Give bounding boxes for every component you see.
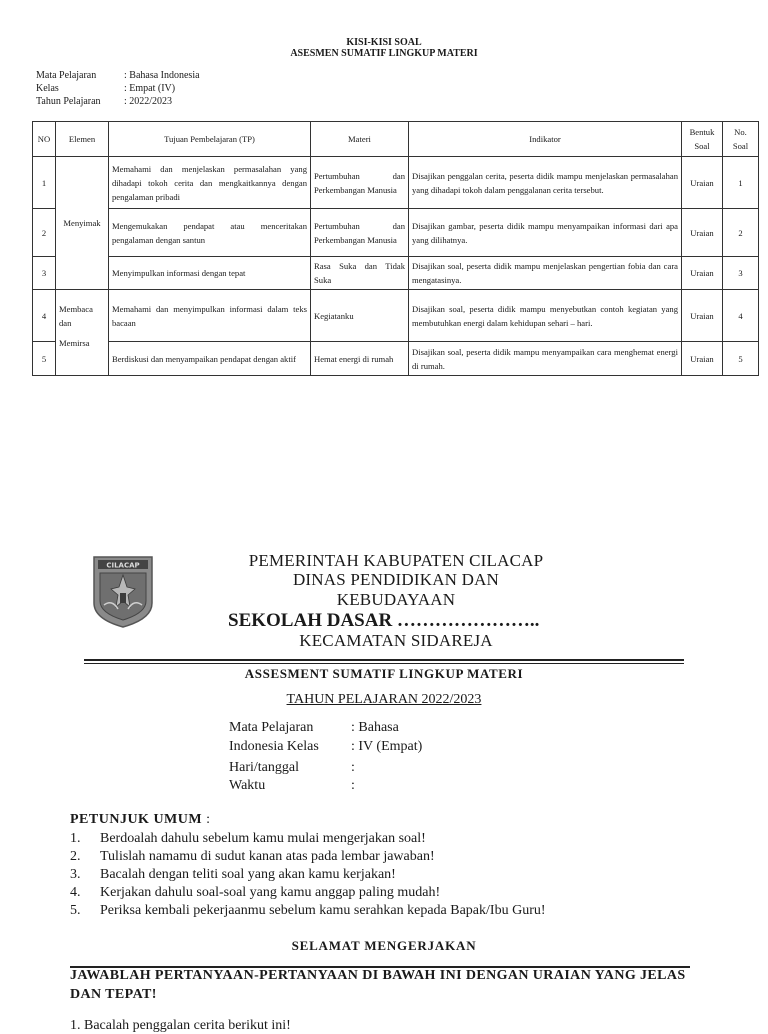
cell-bentuk: Uraian xyxy=(682,342,723,376)
cell-no-soal: 3 xyxy=(723,257,759,290)
cell-materi: Kegiatanku xyxy=(311,290,409,342)
rule-text: Kerjakan dahulu soal-soal yang kamu anggap paling mudah! xyxy=(100,885,441,900)
petunjuk-colon: : xyxy=(202,812,211,827)
cell-indikator: Disajikan soal, peserta didik mampu menyampaikan cara menghemat energi di rumah. xyxy=(409,342,682,376)
rule-text: Bacalah dengan teliti soal yang akan kamu kerjakan! xyxy=(100,867,396,882)
meta-value: : xyxy=(351,778,355,793)
cell-no: 5 xyxy=(33,342,56,376)
cell-tp: Memahami dan menjelaskan permasalahan yang dihadapi tokoh cerita dan mengkaitkannya dengan pengalaman pribadi xyxy=(109,157,311,209)
table-row xyxy=(33,257,759,290)
cell-bentuk: Uraian xyxy=(682,290,723,342)
selamat-mengerjakan: SELAMAT MENGERJAKAN xyxy=(291,938,477,953)
cell-no-soal: 1 xyxy=(723,157,759,209)
cell-tp: Memahami dan menyimpulkan informasi dalam teks bacaan xyxy=(109,290,311,342)
meta-subject xyxy=(229,718,399,737)
col-header-elemen: Elemen xyxy=(56,122,109,157)
cell-indikator: Disajikan penggalan cerita, peserta didik mampu menjelaskan permasalahan yang dihadapi tokoh dalam penggalanan cerita tersebut. xyxy=(409,157,682,209)
col-header-bentuk-soal: Bentuk Soal xyxy=(682,122,723,157)
cell-elemen-menyimak: Menyimak xyxy=(56,157,109,290)
header-rule-thin xyxy=(84,663,684,664)
cell-bentuk: Uraian xyxy=(682,157,723,209)
meta-time xyxy=(229,776,355,795)
table-row xyxy=(33,342,759,376)
meta-day xyxy=(229,758,355,777)
info-label: Mata Pelajaran xyxy=(36,70,97,81)
cell-no-soal: 5 xyxy=(723,342,759,376)
col-header-materi: Materi xyxy=(311,122,409,157)
table-row xyxy=(33,157,759,209)
rules-list xyxy=(70,830,546,920)
inst-line-1: PEMERINTAH KABUPATEN CILACAP xyxy=(248,551,544,570)
petunjuk-heading xyxy=(70,812,211,828)
meta-value: : IV (Empat) xyxy=(351,739,423,754)
cell-materi: Rasa Suka dan Tidak Suka xyxy=(311,257,409,290)
cell-indikator: Disajikan soal, peserta didik mampu menyebutkan contoh kegiatan yang membutuhkan energi dalam kehidupan sehari – hari. xyxy=(409,290,682,342)
cilacap-logo xyxy=(92,555,154,629)
kisi-title: KISI-KISI SOAL xyxy=(346,37,422,48)
list-item: 2. Tulislah namamu di sudut kanan atas pada lembar jawaban! xyxy=(70,849,435,864)
meta-label: Hari/tanggal xyxy=(229,760,299,775)
info-value: : Empat (IV) xyxy=(124,83,176,94)
list-item: 5. Periksa kembali pekerjaanmu sebelum kamu serahkan kepada Bapak/Ibu Guru! xyxy=(70,903,546,918)
inst-line-3: KEBUDAYAAN xyxy=(336,590,456,609)
info-value: : Bahasa Indonesia xyxy=(124,70,200,81)
meta-label: Waktu xyxy=(229,778,266,793)
first-question: 1. Bacalah penggalan cerita berikut ini! xyxy=(70,1018,291,1033)
cell-no: 4 xyxy=(33,290,56,342)
cell-bentuk: Uraian xyxy=(682,209,723,257)
cell-materi: Pertumbuhan dan Perkembangan Manusia xyxy=(311,209,409,257)
meta-class xyxy=(229,737,422,756)
meta-value: : xyxy=(351,760,355,775)
assessment-year: TAHUN PELAJARAN 2022/2023 xyxy=(286,692,482,707)
logo-text: CILACAP xyxy=(106,561,140,570)
list-item: 3. Bacalah dengan teliti soal yang akan kamu kerjakan! xyxy=(70,867,396,882)
rule-text: Berdoalah dahulu sebelum kamu mulai mengerjakan soal! xyxy=(100,831,426,846)
cell-materi: Hemat energi di rumah xyxy=(311,342,409,376)
rule-text: Periksa kembali pekerjaanmu sebelum kamu serahkan kepada Bapak/Ibu Guru! xyxy=(100,903,546,918)
inst-line-2: DINAS PENDIDIKAN DAN xyxy=(292,570,500,589)
cell-tp: Mengemukakan pendapat atau menceritakan pengalaman dengan santun xyxy=(109,209,311,257)
rule-text: Tulislah namamu di sudut kanan atas pada lembar jawaban! xyxy=(100,849,435,864)
col-header-no: NO xyxy=(33,122,56,157)
kisi-table xyxy=(32,121,759,376)
cell-indikator: Disajikan soal, peserta didik mampu menjelaskan pengertian fobia dan cara mengatasinya. xyxy=(409,257,682,290)
cell-no: 2 xyxy=(33,209,56,257)
instruction-text: JAWABLAH PERTANYAAN-PERTANYAAN DI BAWAH INI DENGAN URAIAN YANG JELAS DAN TEPAT! xyxy=(70,968,686,1002)
table-row xyxy=(33,209,759,257)
col-header-no-soal: No. Soal xyxy=(723,122,759,157)
cell-indikator: Disajikan gambar, peserta didik mampu menyampaikan informasi dari apa yang dilihatnya. xyxy=(409,209,682,257)
kisi-info-class xyxy=(36,82,175,95)
meta-label: Mata Pelajaran xyxy=(229,720,314,735)
table-row xyxy=(33,290,759,342)
cell-tp: Berdiskusi dan menyampaikan pendapat dengan aktif xyxy=(109,342,311,376)
elemen-memirsa-label: Memirsa xyxy=(59,338,90,348)
cell-no-soal: 4 xyxy=(723,290,759,342)
cell-tp: Menyimpulkan informasi dengan tepat xyxy=(109,257,311,290)
assessment-title: ASSESMENT SUMATIF LINGKUP MATERI xyxy=(244,666,524,681)
list-item: 1. Berdoalah dahulu sebelum kamu mulai mengerjakan soal! xyxy=(70,831,426,846)
info-value: : 2022/2023 xyxy=(124,96,173,107)
kecamatan: KECAMATAN SIDAREJA xyxy=(299,631,493,650)
school-name: SEKOLAH DASAR ………………….. xyxy=(228,610,540,631)
kisi-info-subject xyxy=(36,69,200,82)
header-rule xyxy=(84,659,684,661)
cell-no: 3 xyxy=(33,257,56,290)
cell-no: 1 xyxy=(33,157,56,209)
elemen-membaca-label: Membaca dan xyxy=(59,304,93,328)
col-header-tp: Tujuan Pembelajaran (TP) xyxy=(109,122,311,157)
petunjuk-label: PETUNJUK UMUM xyxy=(70,812,203,827)
meta-value: : Bahasa xyxy=(351,720,399,735)
kisi-info-year xyxy=(36,95,172,108)
meta-label: Indonesia Kelas xyxy=(229,739,319,754)
cell-no-soal: 2 xyxy=(723,209,759,257)
kisi-subtitle: ASESMEN SUMATIF LINGKUP MATERI xyxy=(290,48,478,59)
cell-bentuk: Uraian xyxy=(682,257,723,290)
info-label: Kelas xyxy=(36,83,59,94)
cell-materi: Pertumbuhan dan Perkembangan Manusia xyxy=(311,157,409,209)
col-header-indikator: Indikator xyxy=(409,122,682,157)
info-label: Tahun Pelajaran xyxy=(36,96,101,107)
table-header-row xyxy=(33,122,759,157)
list-item: 4. Kerjakan dahulu soal-soal yang kamu anggap paling mudah! xyxy=(70,885,441,900)
cell-elemen-membaca xyxy=(56,290,109,376)
